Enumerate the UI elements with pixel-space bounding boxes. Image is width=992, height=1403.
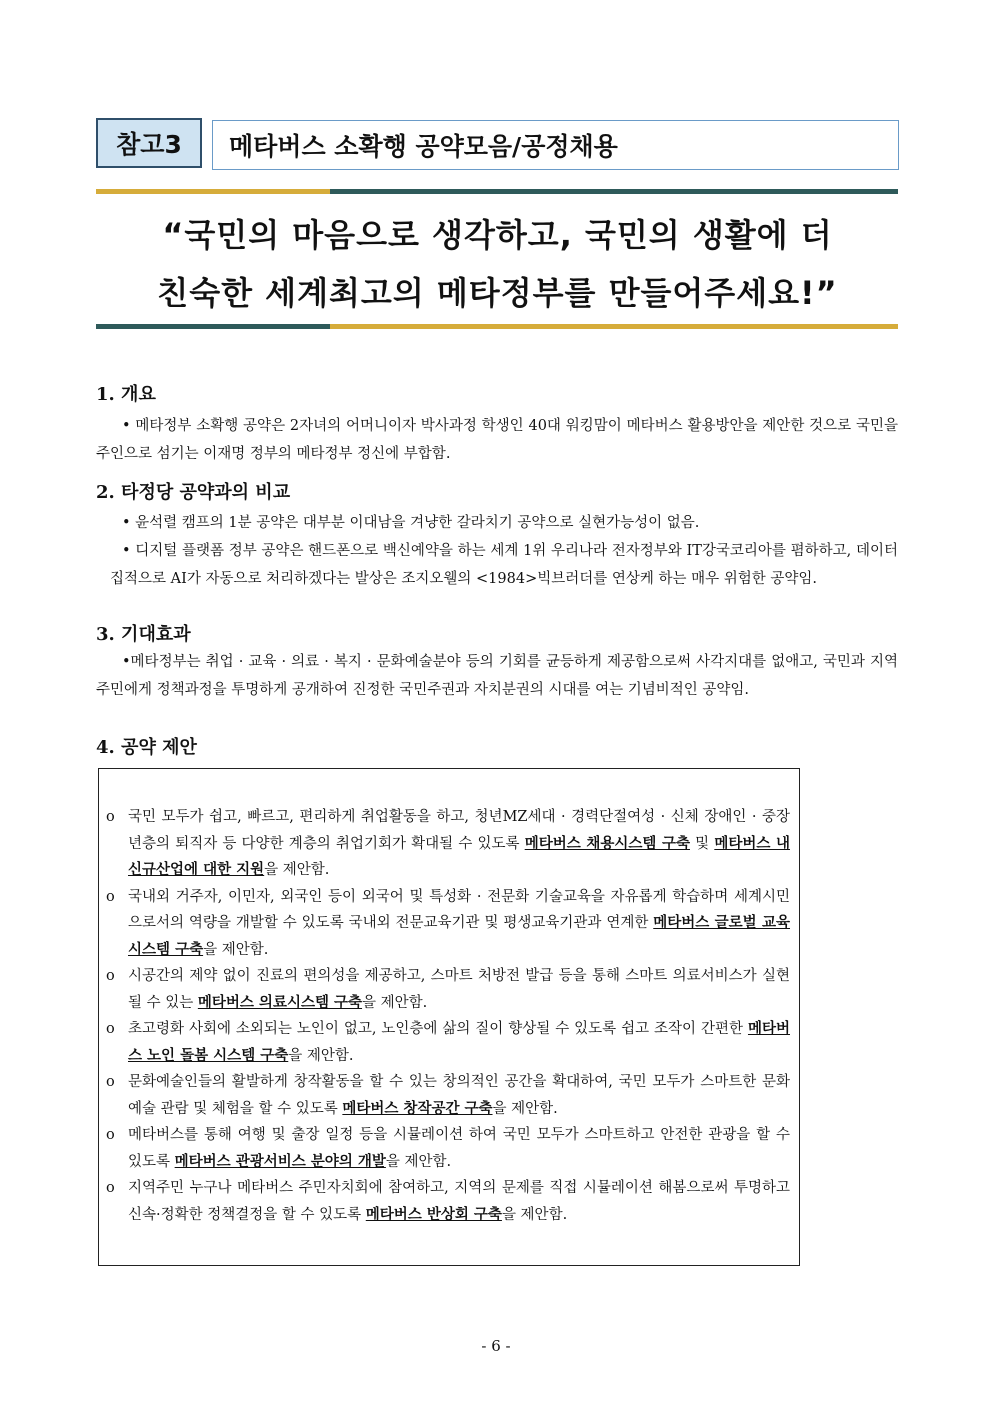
page-number: - 6 - — [481, 1337, 511, 1355]
proposal-highlight: 메타버스 노인 돌봄 시스템 구축 — [128, 1020, 790, 1064]
slogan-line-1: “국민의 마음으로 생각하고, 국민의 생활에 더 — [162, 216, 833, 254]
proposal-list — [106, 804, 790, 1228]
reference-tag: 참고3 — [96, 118, 202, 168]
proposal-item: o 초고령화 사회에 소외되는 노인이 없고, 노인층에 삶의 질이 향상될 수 있도록 쉽고 조작이 간편한 메타버스 노인 돌봄 시스템 구축을 제안함. — [106, 1016, 790, 1069]
proposal-bullet: o — [106, 809, 115, 825]
bottom-rule-teal — [96, 324, 330, 329]
slogan-line-2: 친숙한 세계최고의 메타정부를 만들어주세요!” — [157, 274, 838, 312]
proposal-bullet: o — [106, 968, 115, 984]
bottom-rule-gold — [330, 324, 898, 329]
proposal-bullet: o — [106, 1021, 115, 1037]
section-comparison-title: 2. 타정당 공약과의 비교 — [96, 482, 291, 503]
proposal-highlight: 메타버스 의료시스템 구축 — [197, 993, 363, 1011]
comparison-item-1: • 윤석렬 캠프의 1분 공약은 대부분 이대남을 겨냥한 갈라치기 공약으로 실현가능성이 없음. — [122, 515, 700, 531]
section-effect-title: 3. 기대효과 — [96, 624, 191, 645]
proposal-item: o 문화예술인들의 활발하게 창작활동을 할 수 있는 창의적인 공간을 확대하여, 국민 모두가 스마트한 문화예술 관람 및 체험을 할 수 있도록 메타버스 창작공간 구축을 제안함. — [106, 1069, 790, 1122]
proposal-highlight: 메타버스 관광서비스 분야의 개발 — [174, 1152, 386, 1170]
proposal-item: o 지역주민 누구나 메타버스 주민자치회에 참여하고, 지역의 문제를 직접 시뮬레이션 해봄으로써 투명하고 신속·정확한 정책결정을 할 수 있도록 메타버스 반상회 구축을 제안함. — [106, 1175, 790, 1228]
comparison-item-2: • 디지털 플랫폼 정부 공약은 핸드폰으로 백신예약을 하는 세계 1위 우리나라 전자정부와 IT강국코리아를 폄하하고, 데이터 집적으로 AI가 자동으로 처리하겠다는 발상은 조지오웰의 <1984>빅브러더를 연상케 하는 매우 위험한 공약임. — [110, 543, 898, 587]
proposal-item: o 메타버스를 통해 여행 및 출장 일정 등을 시뮬레이션 하여 국민 모두가 스마트하고 안전한 관광을 할 수 있도록 메타버스 관광서비스 분야의 개발을 제안함. — [106, 1122, 790, 1175]
proposal-highlight: 메타버스 반상회 구축 — [365, 1205, 502, 1223]
proposal-item: o 국민 모두가 쉽고, 빠르고, 편리하게 취업활동을 하고, 청년MZ세대 · 경력단절여성 · 신체 장애인 · 중장년층의 퇴직자 등 다양한 계층의 취업기회가 확대될 수 있도록 메타버스 채용시스템 구축 및 메타버스 내 신규산업에 대한 지원을 제안함. — [106, 804, 790, 884]
proposal-highlight: 메타버스 채용시스템 구축 — [524, 834, 690, 852]
overview-text: • 메타정부 소확행 공약은 2자녀의 어머니이자 박사과정 학생인 40대 워킹맘이 메타버스 활용방안을 제안한 것으로 국민을 주인으로 섬기는 이재명 정부의 메타정부 정신에 부합함. — [96, 418, 898, 462]
section-overview-title: 1. 개요 — [96, 384, 156, 405]
top-rule-gold — [96, 189, 330, 194]
proposal-bullet: o — [106, 1074, 115, 1090]
page-title: 메타버스 소확행 공약모음/공정채용 — [212, 120, 899, 170]
proposal-bullet: o — [106, 1180, 115, 1196]
proposal-item: o 국내외 거주자, 이민자, 외국인 등이 외국어 및 특성화 · 전문화 기술교육을 자유롭게 학습하며 세계시민으로서의 역량을 개발할 수 있도록 국내외 전문교육기관 및 평생교육기관과 연계한 메타버스 글로벌 교육시스템 구축을 제안함. — [106, 884, 790, 964]
proposal-item: o 시공간의 제약 없이 진료의 편의성을 제공하고, 스마트 처방전 발급 등을 통해 스마트 의료서비스가 실현될 수 있는 메타버스 의료시스템 구축을 제안함. — [106, 963, 790, 1016]
proposal-highlight: 메타버스 글로벌 교육시스템 구축 — [128, 914, 790, 958]
proposal-highlight: 메타버스 창작공간 구축 — [342, 1099, 493, 1117]
top-rule-teal — [330, 189, 898, 194]
proposal-bullet: o — [106, 1127, 115, 1143]
proposal-highlight: 메타버스 내 신규산업에 대한 지원 — [128, 834, 790, 878]
section-proposal-title: 4. 공약 제안 — [96, 737, 197, 758]
proposal-bullet: o — [106, 888, 115, 905]
effect-text: •메타정부는 취업 · 교육 · 의료 · 복지 · 문화예술분야 등의 기회를 균등하게 제공함으로써 사각지대를 없애고, 국민과 지역주민에게 정책과정을 투명하게 공개하여 진정한 국민주권과 자치분권의 시대를 여는 기념비적인 공약임. — [96, 654, 898, 698]
header-row — [96, 118, 899, 172]
